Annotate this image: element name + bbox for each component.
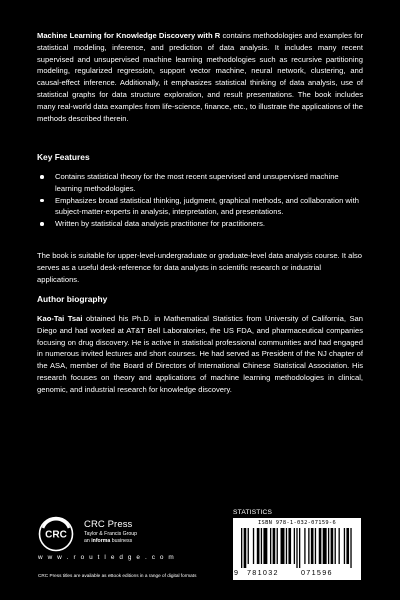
barcode-bar [273,528,276,564]
author-name: Kao-Tai Tsai [37,314,83,323]
category-label: STATISTICS [233,509,273,516]
barcode-bar [288,528,291,564]
crc-logo-text: CRC [45,529,67,541]
barcode-bar [241,528,242,568]
feature-item: Emphasizes broad statistical thinking, judgment, graphical methods, and collaboration with subject-matter-experts in analysis, interpretation, and presentations. [37,195,363,219]
suitability-paragraph: The book is suitable for upper-level-undergraduate or graduate-level data analysis course. It also serves as a useful desk-reference for data analysts in scientific research or industrial applications. [37,251,363,284]
barcode-bar [323,528,327,564]
publisher-block [38,514,208,564]
barcode-bar [281,528,285,564]
ebook-note: CRC Press titles are available as eBook editions in a range of digital formats [38,573,197,578]
feature-item: Contains statistical theory for the most recent supervised and unsupervised machine learning methodologies. [37,171,363,195]
barcode-digit-first: 9 [234,568,238,577]
crc-press-logo [38,516,74,552]
author-biography-heading: Author biography [37,294,108,304]
barcode-bar [331,528,334,564]
barcode-bar [328,528,329,564]
informa-prefix: an [84,538,92,544]
barcode-bar [339,528,340,564]
isbn-text: ISBN 978-1-032-07159-6 [258,520,336,526]
barcode-bar [315,528,316,564]
barcode-digits-left: 781032 [247,568,279,577]
publisher-url: w w w . r o u t l e d g e . c o m [38,554,176,561]
author-biography [37,313,363,396]
informa-suffix: business [110,538,133,544]
barcode-bar [344,528,345,564]
book-title: Machine Learning for Knowledge Discovery with R [37,31,221,40]
publisher-informa-line [84,538,132,544]
informa-brand: informa [91,538,111,544]
barcode-bar [263,528,267,564]
publisher-group: Taylor & Francis Group [84,531,138,537]
barcode-bar [286,528,287,564]
barcode-bar [350,528,351,568]
barcode-bar [294,528,295,564]
barcode-bar [277,528,278,564]
publisher-name: CRC Press [84,519,133,530]
barcode-bars [241,528,353,568]
barcode-bar [346,528,349,564]
barcode-bar [335,528,336,564]
barcode-digits-right: 071596 [301,568,333,577]
barcode-bar [299,528,300,568]
barcode-bar [270,528,271,564]
barcode-digits [233,568,361,578]
barcode-bar [296,528,297,568]
barcode-bar [248,528,249,564]
isbn-barcode [233,518,361,580]
barcode-bar [311,528,314,564]
key-features-heading: Key Features [37,152,90,162]
key-features-list [37,171,363,230]
barcode-bar [257,528,260,564]
book-description-text: contains methodologies and examples for statistical modeling, inference, and prediction of data analysis. It includes many recent supervised and unsupervised machine learning methodologies such as recursive partitioning modeling, regularized regression, support vector machine, neural network, clustering, and causal-effect inference. Additionally, it emphasizes statistical thinking of data analysis, use of statistical graphs for data structure exploration, and result presentations. The book includes many real-world data examples from life-science, finance, etc., to illustrate the applications of the methods described therein. [37,31,363,123]
barcode-bar [319,528,322,564]
book-description [37,30,363,124]
barcode-bar [253,528,254,564]
barcode-bar [304,528,305,564]
feature-item: Written by statistical data analysis practitioner for practitioners. [37,218,363,230]
author-biography-text: obtained his Ph.D. in Mathematical Statistics from University of California, San Diego and had worked at AT&T Bell Laboratories, the US FDA, and pharmaceutical companies focusing on drug discovery. He is active in statistical professional communities and had engaged in numerous invited lectures and short courses. He had served as President of the NJ chapter of the ASA, member of the Board of Directors of International Chinese Statistical Association. His research focuses on theory and applications of machine learning methodologies in clinical, genomic, and industrial research for knowledge discovery. [37,314,363,394]
barcode-bar [244,528,247,568]
barcode-bar [308,528,309,564]
barcode-bar [261,528,262,564]
